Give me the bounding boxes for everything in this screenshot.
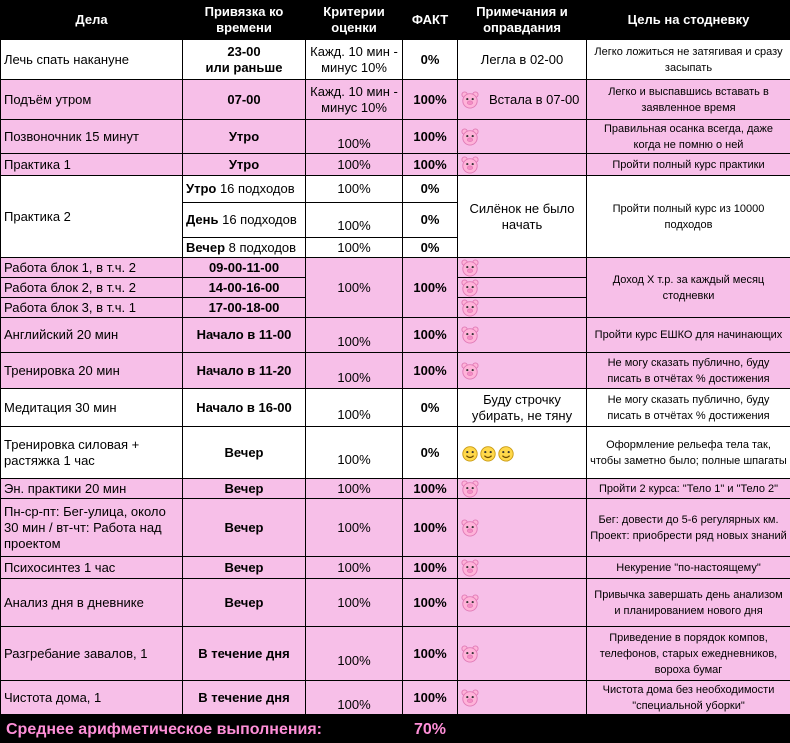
goal-cell: Пройти полный курс практики [587, 154, 790, 176]
criteria-value: 100% [337, 218, 371, 233]
time-cell [183, 176, 306, 203]
pig-smiley-icon [461, 362, 479, 380]
time-bold: Утро [186, 181, 217, 196]
time-cell: Вечер [183, 557, 306, 579]
criteria-cell: 100% [306, 479, 403, 499]
goal-cell: Пройти полный курс из 10000 подходов [587, 176, 790, 258]
note-cell [458, 80, 587, 120]
table-row [1, 499, 790, 557]
criteria-cell [306, 627, 403, 681]
task-cell: Подъём утром [1, 80, 183, 120]
goal-cell: Правильная осанка всегда, даже когда не помню о ней [587, 120, 790, 154]
pig-smiley-icon [461, 594, 479, 612]
fact-cell: 100% [403, 627, 458, 681]
criteria-value: 100% [337, 451, 371, 467]
goal-cell: Некурение "по-настоящему" [587, 557, 790, 579]
criteria-cell: 100% [306, 557, 403, 579]
table-row [1, 80, 790, 120]
header-time: Привязка ко времени [183, 1, 306, 40]
task-cell: Медитация 30 мин [1, 389, 183, 427]
task-cell: Лечь спать накануне [1, 40, 183, 80]
task-cell: Тренировка 20 мин [1, 353, 183, 389]
criteria-cell [306, 353, 403, 389]
note-cell [458, 258, 587, 278]
time-cell [183, 40, 306, 80]
time-rest: 8 подходов [225, 239, 297, 255]
time-bold: Вечер [186, 239, 226, 255]
time-cell: В течение дня [183, 681, 306, 715]
time-cell: Вечер [183, 427, 306, 479]
goal-cell: Чистота дома без необходимости "специальной уборки" [587, 681, 790, 715]
pig-smiley-icon [461, 689, 479, 707]
summary-value: 70% [414, 721, 447, 738]
criteria-cell [306, 318, 403, 353]
table-row [1, 427, 790, 479]
fact-cell: 100% [403, 499, 458, 557]
goal-cell: Легко и выспавшись вставать в заявленное время [587, 80, 790, 120]
goal-cell: Не могу сказать публично, буду писать в отчётах % достижения [587, 389, 790, 427]
time-cell: Вечер [183, 579, 306, 627]
header-criteria: Критерии оценки [306, 1, 403, 40]
note-cell [458, 627, 587, 681]
note-cell [458, 353, 587, 389]
goal-cell: Бег: довести до 5-6 регулярных км. Проект: приобрести ряд новых знаний [587, 499, 790, 557]
task-cell: Тренировка силовая + растяжка 1 час [1, 427, 183, 479]
criteria-value: 100% [337, 696, 371, 712]
time-cell: 07-00 [183, 80, 306, 120]
table-row [1, 154, 790, 176]
summary-label: Среднее арифметическое выполнения: [6, 721, 322, 738]
task-cell: Психосинтез 1 час [1, 557, 183, 579]
header-row [1, 1, 790, 40]
note-cell [458, 557, 587, 579]
table-row [1, 389, 790, 427]
time-cell: 09-00-11-00 [183, 258, 306, 278]
fact-cell: 100% [403, 258, 458, 318]
pig-smiley-icon [461, 91, 479, 109]
pig-smiley-icon [461, 156, 479, 174]
criteria-cell [306, 203, 403, 238]
note-cell [458, 579, 587, 627]
header-notes: Примечания и оправдания [458, 1, 587, 40]
note-cell: Легла в 02-00 [458, 40, 587, 80]
note-cell [458, 154, 587, 176]
time-cell: Начало в 16-00 [183, 389, 306, 427]
fact-cell: 0% [403, 203, 458, 238]
smiley-face-icon [479, 444, 497, 462]
summary-bar [0, 719, 790, 743]
task-cell: Эн. практики 20 мин [1, 479, 183, 499]
fact-cell: 0% [403, 176, 458, 203]
time-cell: Начало в 11-00 [183, 318, 306, 353]
table-row [1, 479, 790, 499]
table-row [1, 258, 790, 278]
pig-smiley-icon [461, 128, 479, 146]
pig-smiley-icon [461, 559, 479, 577]
note-cell: Силёнок не было начать [458, 176, 587, 258]
smiley-face-icon [461, 444, 479, 462]
pig-smiley-icon [461, 645, 479, 663]
note-text: Встала в 07-00 [489, 91, 580, 107]
note-cell [458, 427, 587, 479]
fact-cell: 0% [403, 389, 458, 427]
fact-cell: 100% [403, 154, 458, 176]
criteria-value: 100% [337, 135, 371, 151]
criteria-cell [306, 389, 403, 427]
task-cell: Работа блок 3, в т.ч. 1 [1, 298, 183, 318]
task-cell: Английский 20 мин [1, 318, 183, 353]
pig-smiley-icon [461, 299, 479, 317]
fact-cell: 0% [403, 427, 458, 479]
time-cell: Начало в 11-20 [183, 353, 306, 389]
note-cell [458, 499, 587, 557]
time-cell: 17-00-18-00 [183, 298, 306, 318]
fact-cell: 100% [403, 353, 458, 389]
table-row [1, 681, 790, 715]
time-cell: Вечер [183, 479, 306, 499]
table-row [1, 627, 790, 681]
task-cell: Практика 1 [1, 154, 183, 176]
fact-cell: 100% [403, 120, 458, 154]
table-row [1, 353, 790, 389]
criteria-cell: 100% [306, 154, 403, 176]
header-fact: ФАКТ [403, 1, 458, 40]
time-line: 23-00 [227, 43, 261, 59]
time-cell: Утро [183, 154, 306, 176]
goal-cell: Приведение в порядок компов, телефонов, старых ежедневников, вороха бумаг [587, 627, 790, 681]
criteria-cell: 100% [306, 499, 403, 557]
fact-cell: 100% [403, 681, 458, 715]
criteria-cell: 100% [306, 176, 403, 203]
pig-smiley-icon [461, 519, 479, 537]
pig-smiley-icon [461, 480, 479, 498]
task-cell: Анализ дня в дневнике [1, 579, 183, 627]
task-cell: Пн-ср-пт: Бег-улица, около 30 мин / вт-чт: Работа над проектом [1, 499, 183, 557]
fact-cell: 0% [403, 40, 458, 80]
time-bold: День [186, 212, 219, 227]
task-cell: Разгребание завалов, 1 [1, 627, 183, 681]
fact-cell: 100% [403, 479, 458, 499]
header-tasks: Дела [1, 1, 183, 40]
criteria-value: 100% [337, 369, 371, 385]
pig-smiley-icon [461, 326, 479, 344]
note-cell [458, 120, 587, 154]
note-cell [458, 298, 587, 318]
task-cell: Работа блок 1, в т.ч. 2 [1, 258, 183, 278]
criteria-value: 100% [337, 334, 371, 349]
time-line: или раньше [205, 59, 283, 75]
criteria-cell: 100% [306, 238, 403, 258]
criteria-cell [306, 427, 403, 479]
criteria-cell [306, 120, 403, 154]
criteria-cell: 100% [306, 258, 403, 318]
table-row [1, 40, 790, 80]
table-row [1, 318, 790, 353]
table-row [1, 120, 790, 154]
task-cell: Практика 2 [1, 176, 183, 258]
time-rest: 16 подходов [216, 181, 295, 196]
note-cell [458, 681, 587, 715]
task-cell: Позвоночник 15 минут [1, 120, 183, 154]
note-cell [458, 479, 587, 499]
note-cell [458, 278, 587, 298]
time-cell: Утро [183, 120, 306, 154]
fact-cell: 100% [403, 318, 458, 353]
fact-cell: 100% [403, 80, 458, 120]
fact-cell: 100% [403, 557, 458, 579]
criteria-cell [306, 681, 403, 715]
goal-cell: Доход Х т.р. за каждый месяц стодневки [587, 258, 790, 318]
criteria-value: 100% [337, 652, 371, 668]
criteria-cell: Кажд. 10 мин - минус 10% [306, 80, 403, 120]
task-cell: Чистота дома, 1 [1, 681, 183, 715]
table-row [1, 579, 790, 627]
time-cell [183, 203, 306, 238]
note-cell: Буду строчку убирать, не тяну [458, 389, 587, 427]
table-row [1, 176, 790, 203]
task-cell: Работа блок 2, в т.ч. 2 [1, 278, 183, 298]
table-row [1, 557, 790, 579]
fact-cell: 100% [403, 579, 458, 627]
header-goal: Цель на стодневку [587, 1, 790, 40]
criteria-value: 100% [337, 406, 371, 422]
goal-cell: Пройти 2 курса: "Тело 1" и "Тело 2" [587, 479, 790, 499]
time-cell: 14-00-16-00 [183, 278, 306, 298]
note-cell [458, 318, 587, 353]
pig-smiley-icon [461, 259, 479, 277]
fact-cell: 0% [403, 238, 458, 258]
goal-cell: Пройти курс ЕШКО для начинающих [587, 318, 790, 353]
criteria-cell: 100% [306, 579, 403, 627]
time-cell [183, 238, 306, 258]
criteria-cell: Кажд. 10 мин - минус 10% [306, 40, 403, 80]
goal-cell: Оформление рельефа тела так, чтобы заметно было; полные шпагаты [587, 427, 790, 479]
pig-smiley-icon [461, 279, 479, 297]
goal-cell: Привычка завершать день анализом и планированием нового дня [587, 579, 790, 627]
goal-cell: Не могу сказать публично, буду писать в отчётах % достижения [587, 353, 790, 389]
time-cell: В течение дня [183, 627, 306, 681]
smiley-face-icon [497, 444, 515, 462]
time-rest: 16 подходов [218, 212, 297, 227]
goal-cell: Легко ложиться не затягивая и сразу засыпать [587, 40, 790, 80]
time-cell: Вечер [183, 499, 306, 557]
